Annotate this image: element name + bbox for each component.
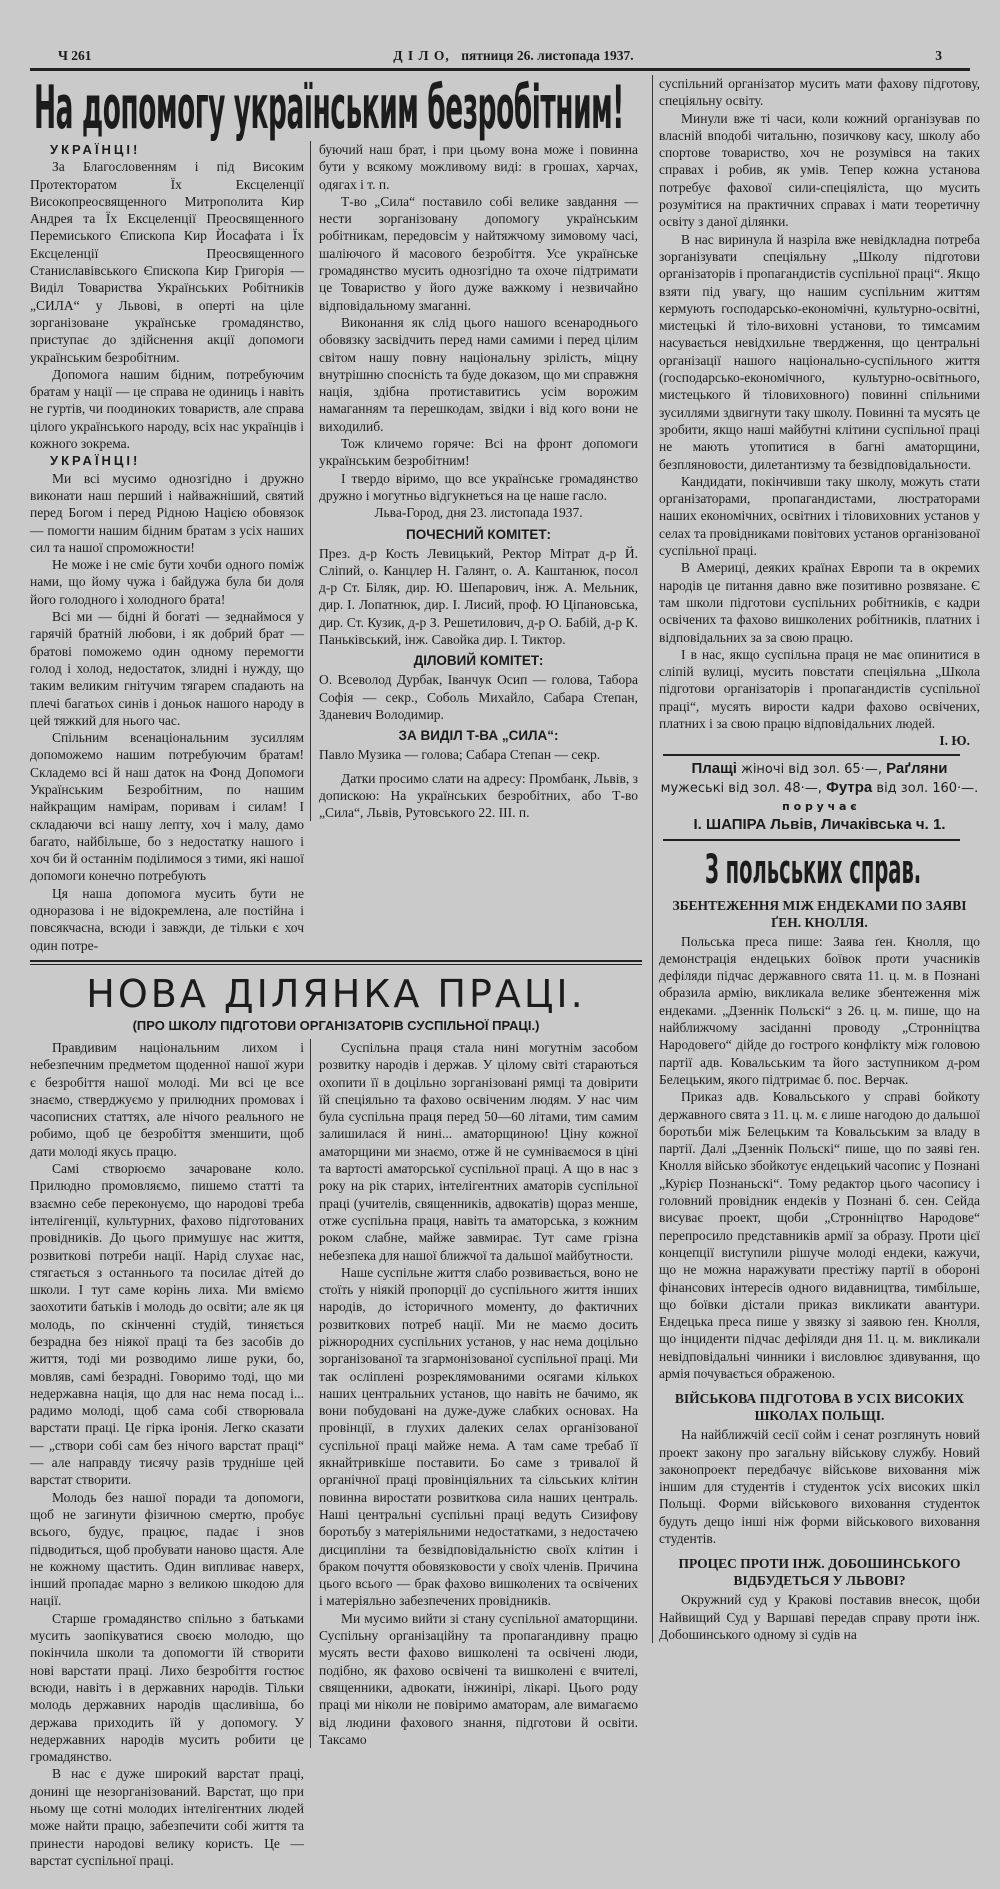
article-paragraph: Минули вже ті часи, коли кожний організував по власній вподобі читальню, позичкову касу, школу або спортове товариство, хоч не розумівся на таких справах і робив, як умів. Тепер кожна установа потребує фахової сили-спеціяліста, що мусить розумітися на практичних справах і мати теоретичну освіту з даної ділянки. <box>659 110 980 230</box>
ad-item-furs: Футра <box>826 778 873 796</box>
right-column <box>652 75 980 1643</box>
appeal-paragraph: Спільним всенаціональним зусиллям допоможемо нашим потребуючим братам! Складемо всі й наш даток на Фонд Допомоги Українським Безробітним, по нашим найкращим намірам, поривам і силам! І складаючи всі нашу лепту, хоч і малу, дамо багато, найбільше, бо з недостатку нашого і хоч би й останнім поділимося з тими, які нашої допомоги конечно потребують <box>30 730 304 884</box>
donation-address: Датки просимо слати на адресу: Промбанк, Львів, з допискою: На українських безробітних, або Т-во „Сила“, Львів, Рутовського 22. ІІІ. п. <box>319 770 638 821</box>
board-heading: ЗА ВИДІЛ Т-ВА „СИЛА“: <box>398 728 559 744</box>
story-heading: ВІЙСЬКОВА ПІДГОТОВА В УСІХ ВИСОКИХ ШКОЛАХ ПОЛЬЩІ. <box>674 1391 965 1424</box>
article-paragraph: суспільний організатор мусить мати фахову підготову, спеціяльну освіту. <box>659 76 980 109</box>
ad-shop <box>659 816 980 835</box>
left-area <box>30 75 642 1869</box>
appeal-headline: На допомогу українським безробітним! <box>34 75 624 141</box>
appeal-greeting: УКРАЇНЦІ! <box>50 453 141 469</box>
polish-affairs-title-box <box>705 847 921 893</box>
page-number: 3 <box>935 48 942 63</box>
polish-affairs-column <box>659 897 980 1644</box>
honorary-committee-heading: ПОЧЕСНИЙ КОМІТЕТ: <box>406 526 551 542</box>
story-heading: ЗБЕНТЕЖЕННЯ МІЖ ЕНДЕКАМИ ПО ЗАЯВІ ҐЕН. КНОЛЛЯ. <box>672 897 967 930</box>
ad-item-raglans: Раґляни <box>886 759 948 777</box>
article-paragraph: В Америці, деяких країнах Европи та в окремих народів це питання давно вже позитивно розвязане. Є там школи підготови суспільних робітників, є кадри освічених та фахово вишколених робітників, платних і відповідальних за за свою працю. <box>659 560 980 645</box>
appeal-paragraph: За Благословенням і під Високим Протекторатом Їх Ексцеленції Високопреосвященного Митрополита Кир Андрея та Їх Ексцеленції Преосвященного Перемиського Єпископа Кир Йосафата і Їх Ексцеленції Преосвященного Станиславівського Єпископа Кир Григорія — Виділ Товариства Українських Робітників „СИЛА“ у Львові, в оперті на ціле зорганізоване українське громадянство, приступає до здійснення акції допомоги українським безробітним. <box>30 159 304 365</box>
school-article-subtitle: (ПРО ШКОЛУ ПІДГОТОВИ ОРГАНІЗАТОРІВ СУСПІЛЬНОЇ ПРАЦІ.) <box>132 1017 540 1033</box>
story-paragraph: Приказ адв. Ковальського у справі бойкоту державного свята з 11. ц. м. є лише нагодою до дальшої боротьби між Белецьким та Ковальським за владу в партії. Далі „Дзеннік Польскі“ пише, що по заяві ґен. Кнолля військо збойкотує ендецький часопис у Познані „Курієр Познаньскі“. Тому редактор цього часопису і головний провідник ендеків у Познані б. сен. Сейда висуває проект, щоби „Стронніцтво Народове“ перепросило представників армії за образу. Проти цієї концепції виступили рішуче молоді ендеки, кажучи, що не можна наражувати престіжу партії в обороні фінансових інтересів одного видавництва, тимбільше, що боївки дістали приказ викликати авантури. Ендецька преса пише у звязку зі заявою ґен. Кнолля, що інциденти підчас дефіляди дня 11. ц. м. викликали невідповідальні чинники і висловлює здивування, що армія почувається ображеною. <box>659 1089 980 1381</box>
place-date: Льва-Город, дня 23. листопада 1937. <box>374 505 583 521</box>
school-article-column-2 <box>310 1039 642 1748</box>
appeal-paragraph: Не може і не сміє бути хочби одного поміж нами, що йому чужа і байдужа була би доля його голодного і холодного брата! <box>30 557 304 607</box>
ad-price: від зол. 160·—. <box>876 780 979 796</box>
fur-coat-advertisement <box>659 760 980 835</box>
appeal-paragraph: Тож кличемо горяче: Всі на фронт допомоги українським безробітним! <box>319 436 638 469</box>
masthead-center <box>92 48 936 64</box>
appeal-paragraph: Виконання як слід цього нашого всенароднього обовязку засвідчить перед нами самими і перед цілим світом нашу повну національну зрілість, міцну внутрішню спосність та буде доказом, що ми справжня нація, здібна протиставитись усім ворожим намаганням та перешкодам, звідки і від кого вони не виходилиб. <box>319 314 638 434</box>
article-paragraph: Старше громадянство спільно з батьками мусить заопікуватися своєю молодю, що покінчила школи та допомогти їй створити нові варстати праці. Лихо безробіття гостює всюди, навіть і в державних народів. Тільки молодь державних народів щасливіша, бо держава приходить їй у допомогу. У недержавних народів мусить робити це громадянство. <box>30 1610 304 1765</box>
school-article-continuation <box>659 75 980 750</box>
author-signature: І. Ю. <box>939 733 970 749</box>
newspaper-name: Д І Л О, <box>393 48 450 63</box>
ad-shop-name: І. ШАПІРА Львів, Личаківська ч. 1. <box>693 815 946 833</box>
business-committee-members: О. Всеволод Дурбак, Іванчук Осип — голова, Табора Софія — секр., Соболь Михайло, Сабара Степан, Зданевич Володимир. <box>319 672 638 722</box>
page-header <box>30 48 970 66</box>
article-paragraph: Наше суспільне життя слабо розвивається, воно не стоїть у ніякій пропорції до суспільного життя інших народів, до історичного моменту, до фактичних розвиткових потреб нації. Ми не маємо досить ріжнородних суспільних установ, у нас нема доцільно зорганізованої та згармонізованої суспільної праці. Ми так осліплені розреклямованими осягами кількох наших центральних установ, що навіть не бачимо, як вони побудовані на дуже-дуже слабких основах. На провінції, в глухих далеких селах організованої суспільної праці майже нема. А там саме требаб її якнайтривкіше поставити. Бо саме з тривалої й органічної праці провінціяльних та сільських клітин повинна виростати розвиткова сила наших централь. Наші центральні суспільні праці ведуть Сизифову боротьбу з матеріяльними недостатками, з недостачею дисципліни та безвідповідальністю своїх клітин і браком почуття обовязковости у своїх членів. Причина цього всього — брак фахово вишколених та освічених і матеріяльно забезпечених провідників. <box>319 1264 638 1609</box>
issue-number: Ч 261 <box>58 48 92 63</box>
article-paragraph: Ми мусимо вийти зі стану суспільної аматорщини. Суспільну організаційну та пропагандивну працю мусять вести фахово вишколені та освічені люди, подібно, як фахово освічені та вишколені є вчителі, священники, адвокати, інжинірі, лікарі. Цього роду праці ми ніколи не повіримо аматорам, але вимагаємо від людини фахового знання, підготови й освіти. Таксамо <box>319 1610 638 1747</box>
appeal-paragraph: буючий наш брат, і при цьому вона може і повинна бути у всякому можливому виді: в грошах, харчах, одягах і т. п. <box>319 142 638 192</box>
story-paragraph: Окружний суд у Кракові поставив внесок, щоби Найвищий Суд у Варшаві передав справу проти інж. Добошинського одному зі судів на <box>659 1592 980 1642</box>
appeal-paragraph: Всі ми — бідні й богаті — зеднаймося у гарячій братній любови, і як добрий брат — братові поможемо один одному перемогти голод і холод, недостаток, злидні і нужду, що таким великим гнітучим тягарем спадають на плечі багатьох синів і доньок нашого народу в цей тяжкий для нього час. <box>30 609 304 728</box>
page-body <box>30 75 980 1869</box>
section-rule <box>30 960 642 962</box>
article-paragraph: Кандидати, покінчивши таку школу, можуть стати організаторами, пропагандистами, люстраторами наших економічних, освітних і тіловиховних установ у селах та провідниками повітових установ організованої суспільної праці. <box>659 473 980 559</box>
article-paragraph: Молодь без нашої поради та допомоги, щоб не загинути фізичною смертю, пробує всього, будує, працює, падає і знов підводиться, щоб пробувати наново щастя. Але не кожному щастить. Один випливає наверх, інший пропадає марно з великою шкодою для нації. <box>30 1489 304 1609</box>
appeal-paragraph: Ми всі мусимо однозгідно і дружно виконати наш перший і найважніший, святий перед Богом і перед Рідною Нацією обовязок — помогти нашим бідним братам з усіх наших сил та нашої спроможности! <box>30 470 304 555</box>
appeal-paragraph: Т-во „Сила“ поставило собі велике завдання — нести зорганізовану допомогу українським робітникам, передовсім у найтяжчому зимовому часі, шаліючого й масового безробіття. Усе українське громадянство мусить однозгідно та охоче підтримати це Товариство у його дуже важкому і незвичайно відповідальному змаганні. <box>319 193 638 313</box>
article-paragraph: В нас виринула й назріла вже невідкладна потреба зорганізувати спеціяльну „Школу підготови організаторів і пропагандистів суспільної праці“. Якщо взяти під увагу, що нашим суспільним життям кермують господарсько-економічні, культурно-освітні, мистецькі й тіло-виховні установи, то тимсамим насувається невідхильне твердження, що центральні організації нашого національно-суспільного життя (господарсько-економічного, культурно-освітнього, мистецького й тіловиховного) повинні спільними зусиллями здвигнути таку школу. Повинні та мусять це зробити, якщо наші майбутні клітини суспільної праці не мають утопитися в багні аматорщини, безпляновости, дилетантизму та безвідповідальности. <box>659 231 980 472</box>
story-paragraph: На найближчій сесії сойм і сенат розглянуть новий проект закону про загальну військову службу. Новий законопроект передбачує військове виховання між іншим для студентів і студенток усіх високих шкіл Польщі. Форми військового виховання студенток будуть дещо інші ніж форми військового виховання студентів. <box>659 1427 980 1547</box>
appeal-column-2 <box>310 141 642 821</box>
appeal-paragraph: Допомога нашим бідним, потребуючим братам у нації — це справа не одиниць і навіть не гуртів, чи поодиноких товариств, але справа цілого українського народу, всіх нас українців і кожного зокрема. <box>30 366 304 452</box>
appeal-headline-box <box>34 75 624 141</box>
article-paragraph: І в нас, якщо суспільна праця не має опинитися в сліпій вулиці, мусить повстати спеціяльна „Школа підготови організаторів і пропагандистів суспільної праці“, мусять вирости кадри фахово освічених, платних і за свою працю відповідальних людей. <box>659 646 980 731</box>
ad-recommends: п о р у ч а є <box>782 799 857 813</box>
ad-top-rule <box>663 754 960 756</box>
ad-price: мужеські від зол. 48·—, <box>660 780 822 796</box>
appeal-paragraph: Ця наша допомога мусить бути не одноразова і не відокремлена, але постійна і повсякчасна, всюди і завжди, де тільки є хоч один потре- <box>30 885 304 953</box>
board-members: Павло Музика — голова; Сабара Степан — секр. <box>319 747 601 763</box>
article-paragraph: Самі створюємо зачароване коло. Прилюдно промовляємо, пишемо статті та взаємно себе переконуємо, що народові треба інтелігенції, культурних, фахово підготованих провідників. До цього примушує нас життя, розвиткові потреби нації. Нарід слухає нас, стягається з останнього та посилає дітей до школи. І тут саме корінь лиха. Ми вміємо заохотити батьків і молодь до освіти; але як ця молодь, по скінченні студій, тиняється безрадна без ніякої праці та без засобів до життя, тоді ми розводимо лише руки, бо, мовляв, самі безрадні. Говоримо тоді, що ми недержавна нація, що для нас нема посад і... радимо молоді, щоб сама собі створювала варстати праці. Це гірка іронія. Легко сказати — „створи собі сам без нічого варстат праці“ — але направду тисячу разів трудніше цей варстат створити. <box>30 1161 304 1488</box>
business-committee-heading: ДІЛОВИЙ КОМІТЕТ: <box>413 653 544 669</box>
ad-item-coats: Плащі <box>691 759 737 777</box>
story-heading: ПРОЦЕС ПРОТИ ІНЖ. ДОБОШИНСЬКОГО ВІДБУДЕТЬСЯ У ЛЬВОВІ? <box>678 1556 961 1589</box>
school-article-columns <box>30 1039 642 1869</box>
header-rule <box>30 68 970 71</box>
appeal-greeting: УКРАЇНЦІ! <box>50 142 141 157</box>
appeal-columns <box>30 141 642 954</box>
issue-date: пятниця 26. листопада 1937. <box>461 48 634 63</box>
ad-line <box>659 760 980 798</box>
article-paragraph: Правдивим національним лихом і небезпечним предметом щоденної нашої жури є безробіття нашої молоді. Ми всі це все знаємо, стверджуємо у прилюдних промовах і часописних статтях, але нічого реального не робимо, щоб це безробіття зменшити, щоб дати молоді якусь працю. <box>30 1039 304 1159</box>
appeal-paragraph: І твердо віримо, що все українське громадянство дружно і могутньо відгукнеться на це наше гасло. <box>319 470 638 503</box>
polish-affairs-title: З польських справ. <box>705 846 921 893</box>
appeal-column-1 <box>30 141 310 954</box>
section-rule <box>663 839 960 841</box>
ad-price: жіночі від зол. 65·—, <box>741 761 882 777</box>
article-paragraph: Суспільна праця стала нині могутнім засобом розвитку народів і держав. У цілому світі стараються охопити її в доцільно зорганізовані рямці та довірити їй спеціяльно та фахово освіченим людям. У нас чим була суспільна праця перед 50—60 літами, тим самим залишилася й нині... аматорщиною! Ціну кожної аматорщини ми знаємо, отже й не сумніваємося в ціні та вартості аматорської суспільної праці. А що в нас з року на рік старих, інтелігентних аматорів суспільної праці (учителів, священників, адвокатів) щораз менше, отже суспільна праця, навіть та аматорська, з кожним роком слабне, майже завмирає. Тут саме грізна небезпека для нашої ближчої та дальшої майбутности. <box>319 1039 638 1263</box>
school-article-column-1 <box>30 1039 310 1869</box>
article-paragraph: В нас є дуже широкий варстат праці, донині ще незорганізований. Варстат, що при ньому ще сотні молодих інтелігентних людей може найти працю, забезпечити собі життя та принести народові велику користь. Це — варстат суспільної праці. <box>30 1766 304 1868</box>
story-paragraph: Польська преса пише: Заява ґен. Кнолля, що демонстрація ендецьких боївок проти учасників дефіляди підчас державного свята 11. ц. м. в Познані образила армію, викликала велике збентеження між ендеками. „Дзеннік Польскі“ з 26. ц. м. пише, що на найближчому засіданні проводу „Стронніцтва Народовего“ дійде до гострого конфлікту між головою партії адв. Ковальським та його заступником д-ром Белецьким, якого підтримає б. пос. Верчак. <box>659 933 980 1087</box>
school-article-title: НОВА ДІЛЯНКА ПРАЦІ. <box>86 971 586 1016</box>
honorary-committee-members: През. д-р Кость Левицький, Ректор Мітрат д-р Й. Сліпий, о. Канцлер Н. Галянт, о. А. Каштанюк, посол д-р Ст. Біляк, дир. Ю. Шепарович, інж. А. Мельник, дир. І. Лопатнюк, дир. І. Лисий, проф. Ю Ціпановська, дир. Ст. Кузик, д-р З. Решетилович, д-р О. Бабій, д-р К. Паньківський, інж. Савойка дир. І. Тиктор. <box>319 545 638 648</box>
section-rule <box>30 964 642 965</box>
